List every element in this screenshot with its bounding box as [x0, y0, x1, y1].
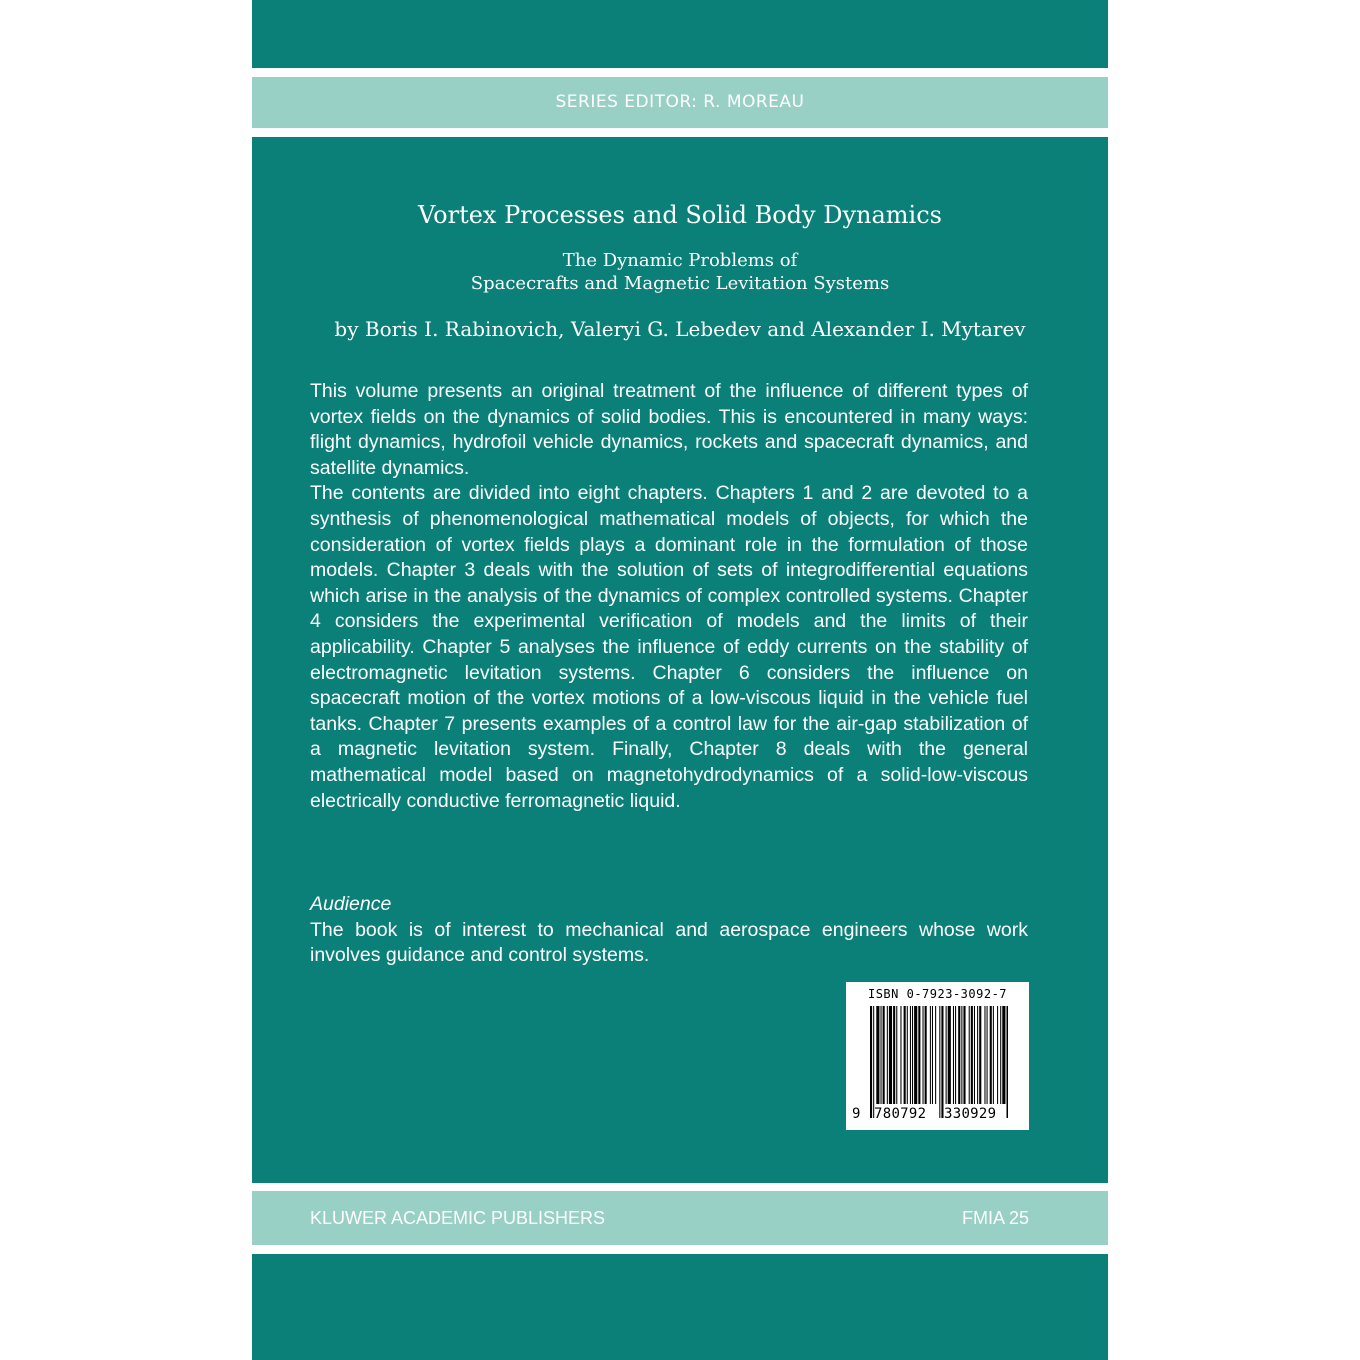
description [310, 379, 1028, 814]
book-authors: by Boris I. Rabinovich, Valeryi G. Lebedev and Alexander I. Mytarev [334, 317, 1026, 341]
ean-left-group: 780792 [874, 1106, 927, 1122]
book-title: Vortex Processes and Solid Body Dynamics [418, 201, 942, 229]
ean-right-group: 330929 [944, 1106, 997, 1122]
description-paragraph-1: This volume presents an original treatment of the influence of different types of vortex fields on the dynamics of solid bodies. This is encountered in many ways: flight dynamics, hydrofoil vehicle dynamics, rockets and spacecraft dynamics, and satellite dynamics. [310, 380, 1028, 479]
ean-first-digit: 9 [852, 1106, 861, 1122]
main-panel [252, 137, 1108, 1183]
book-subtitle-line-2: Spacecrafts and Magnetic Levitation Systems [470, 273, 890, 294]
audience-section [310, 892, 1028, 969]
description-paragraph-2: The contents are divided into eight chapters. Chapters 1 and 2 are devoted to a synthesis of phenomenological mathematical models of objects, for which the consideration of vortex fields plays a dominant role in the formulation of those models. Chapter 3 deals with the solution of sets of integrodifferential equations which arise in the analysis of the dynamics of complex controlled systems. Chapter 4 considers the experimental verification of models and the limits of their applicability. Chapter 5 analyses the influence of eddy currents on the stability of electromagnetic levitation systems. Chapter 6 considers the influence on spacecraft motion of the vortex motions of a low-viscous liquid in the vehicle fuel tanks. Chapter 7 presents examples of a control law for the air-gap stabilization of a magnetic levitation system. Finally, Chapter 8 deals with the general mathematical model based on magnetohydrodynamics of a solid-low-viscous electrically conductive ferromagnetic liquid. [310, 482, 1028, 812]
series-number: FMIA 25 [961, 1208, 1029, 1228]
top-teal-strip [252, 0, 1108, 68]
book-subtitle-line-1: The Dynamic Problems of [562, 250, 798, 271]
series-editor: SERIES EDITOR: R. MOREAU [555, 92, 805, 112]
isbn-barcode [846, 982, 1029, 1130]
publisher-name: KLUWER ACADEMIC PUBLISHERS [310, 1208, 606, 1228]
audience-heading: Audience [310, 893, 392, 915]
barcode-bars-icon [870, 1006, 1008, 1118]
publisher-band [252, 1191, 1108, 1245]
audience-text: The book is of interest to mechanical and aerospace engineers whose work involves guidance and control systems. [310, 918, 1028, 967]
isbn-label: ISBN 0-7923-3092-7 [867, 987, 1008, 1001]
bottom-teal-strip [252, 1254, 1108, 1360]
book-back-cover [252, 0, 1108, 1360]
series-editor-band [252, 77, 1108, 128]
